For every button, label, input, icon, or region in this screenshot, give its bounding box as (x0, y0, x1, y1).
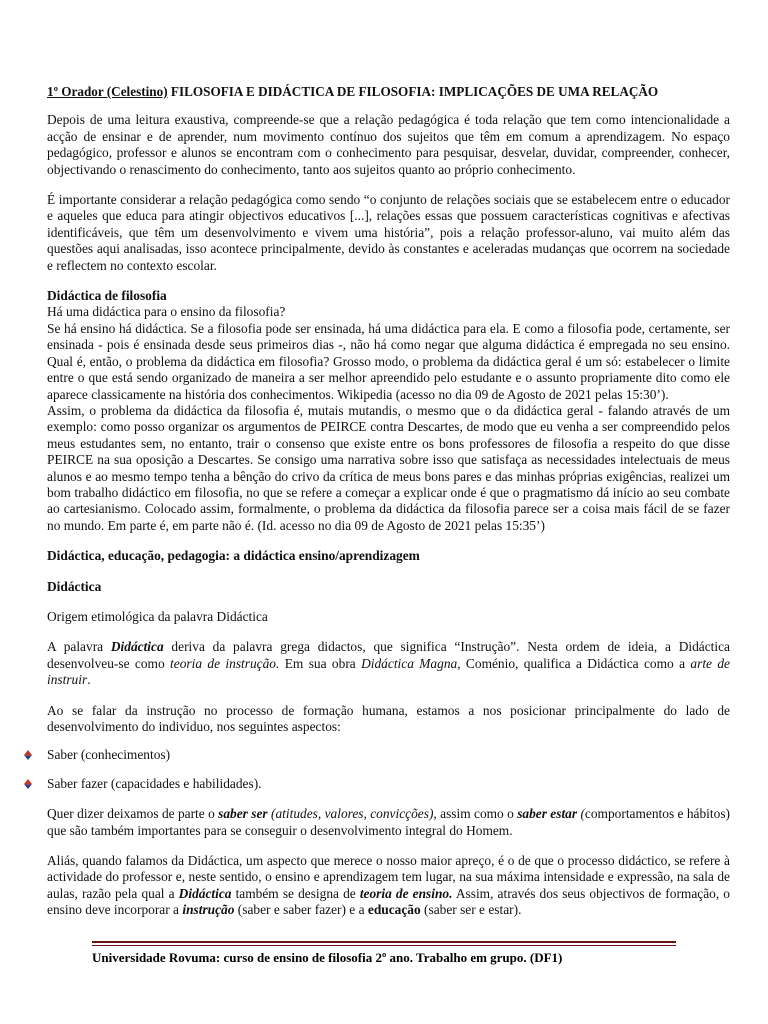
footer-rule (92, 941, 676, 943)
question-line: Há uma didáctica para o ensino da filosofia? (47, 304, 286, 320)
paragraph-ensino: Se há ensino há didáctica. Se a filosofia pode ser ensinada, há uma didáctica para ela. E como a filosofia pode, certamente, ser ensinada - pois é ensinada desde seus primeiros dias -, não há como negar que alguma didáctica é empregada no seu ensino. Qual é, então, o problema da didáctica em filosofia? Grosso modo, o problema da didáctica geral é um só: estabelecer o limite entre o que está sendo organizado de maneira a ser melhor apreendido pelo estudante e o assunto propriamente dito como ele aparece classicamente na história dos conhecimentos. Wikipedia (acesso no dia 09 de Agosto de 2021 pelas 15:30’). (47, 320, 730, 402)
paragraph-peirce: Assim, o problema da didáctica da filosofia é, mutais mutandis, o mesmo que o da didáctica geral - falando através de um exemplo: como posso organizar os argumentos de PEIRCE contra Descartes, de modo que eu venha a ser compreendido pelos meus estudantes sem, no entanto, trair o consenso que existe entre os bons professores de filosofia a respeito do que disse PEIRCE na sua oposição a Descartes. Se consigo uma narrativa sobre isso que satisfaça as necessidades intelectuais de meus alunos e ao mesmo tempo tenha a bênção do crivo da crítica de meus bons pares e das minhas próprias exigências, realizei um bom trabalho didáctico em filosofia, no que se refere a começar a explicar onde é que o pragmatismo dá início ao seu combate ao cartesianismo. Colocado assim, formalmente, o problema da didáctica da filosofia parece ser a coisa mais fácil de se fazer no mundo. Em parte é, em parte não é. (Id. acesso no dia 09 de Agosto de 2021 pelas 15:35’) (47, 402, 730, 533)
page-title (47, 84, 730, 100)
bullet-text: Saber (conhecimentos) (47, 747, 171, 763)
footer-rule-thin (92, 945, 676, 946)
paragraph-instrucao: Ao se falar da instrução no processo de formação humana, estamos a nos posicionar principalmente do lado de desenvolvimento do individuo, nos seguintes aspectos: (47, 702, 730, 734)
document-body (47, 84, 730, 919)
heading-didactica-filosofia: Didáctica de filosofia (47, 288, 167, 304)
list-item (47, 776, 730, 792)
speaker-label: 1º Orador (Celestino) (47, 84, 168, 99)
paragraph-saber-ser: Quer dizer deixamos de parte o saber ser (atitudes, valores, convicções), assim como o saber estar (comportamentos e hábitos) que são também importantes para se conseguir o desenvolvimento integral do Homem. (47, 806, 730, 838)
page-footer (92, 941, 676, 966)
list-item (47, 747, 730, 763)
arrow-bullet-icon (23, 750, 33, 760)
paragraph-alias: Aliás, quando falamos da Didáctica, um aspecto que merece o nosso maior apreço, é o de que o processo didáctico, se refere à actividade do professor e, neste sentido, o ensino e aprendizagem tem lugar, na sua máxima intensidade e expressão, na sala de aulas, razão pela qual a Didáctica também se designa de teoria de ensino. Assim, através dos seus objectivos de formação, o ensino deve incorporar a instrução (saber e saber fazer) e a educação (saber ser e estar). (47, 853, 730, 918)
heading-educacao-pedagogia: Didáctica, educação, pedagogia: a didáctica ensino/aprendizagem (47, 548, 420, 564)
title-text: FILOSOFIA E DIDÁCTICA DE FILOSOFIA: IMPLICAÇÕES DE UMA RELAÇÃO (167, 84, 659, 99)
heading-didactica: Didáctica (47, 578, 102, 594)
origem-line: Origem etimológica da palavra Didáctica (47, 608, 268, 624)
footer-text: Universidade Rovuma: curso de ensino de filosofia 2º ano. Trabalho em grupo. (DF1) (92, 950, 563, 965)
bullet-text: Saber fazer (capacidades e habilidades). (47, 775, 262, 791)
arrow-bullet-icon (23, 779, 33, 789)
paragraph-relacao-pedagogica: Depois de uma leitura exaustiva, compreende-se que a relação pedagógica é toda relação que tem como intencionalidade a acção de ensinar e de aprender, num movimento contínuo dos sujeitos que têm em comum a aprendizagem. No espaço pedagógico, professor e alunos se encontram com o conhecimento para pesquisar, desvelar, duvidar, compreender, conhecer, objectivando o renascimento do conhecimento, tanto aos sujeitos quanto ao próprio conhecimento. (47, 112, 730, 177)
paragraph-palavra-didactica: A palavra Didáctica deriva da palavra grega didactos, que significa “Instrução”. Nesta ordem de ideia, a Didáctica desenvolveu-se como teoria de instrução. Em sua obra Didáctica Magna, Coménio, qualifica a Didáctica como a arte de instruir. (47, 639, 730, 688)
paragraph-importante: É importante considerar a relação pedagógica como sendo “o conjunto de relações sociais que se estabelecem entre o educador e aqueles que educa para atingir objectivos educativos [...], relações essas que possuem características cognitivas e afectivas identificáveis, que têm um desenvolvimento e vivem uma história”, pois a relação professor-aluno, vai muito além das questões aqui analisadas, isso acontece principalmente, devido às constantes e aceleradas mudanças que ocorrem na sociedade e reflectem no contexto escolar. (47, 192, 730, 273)
